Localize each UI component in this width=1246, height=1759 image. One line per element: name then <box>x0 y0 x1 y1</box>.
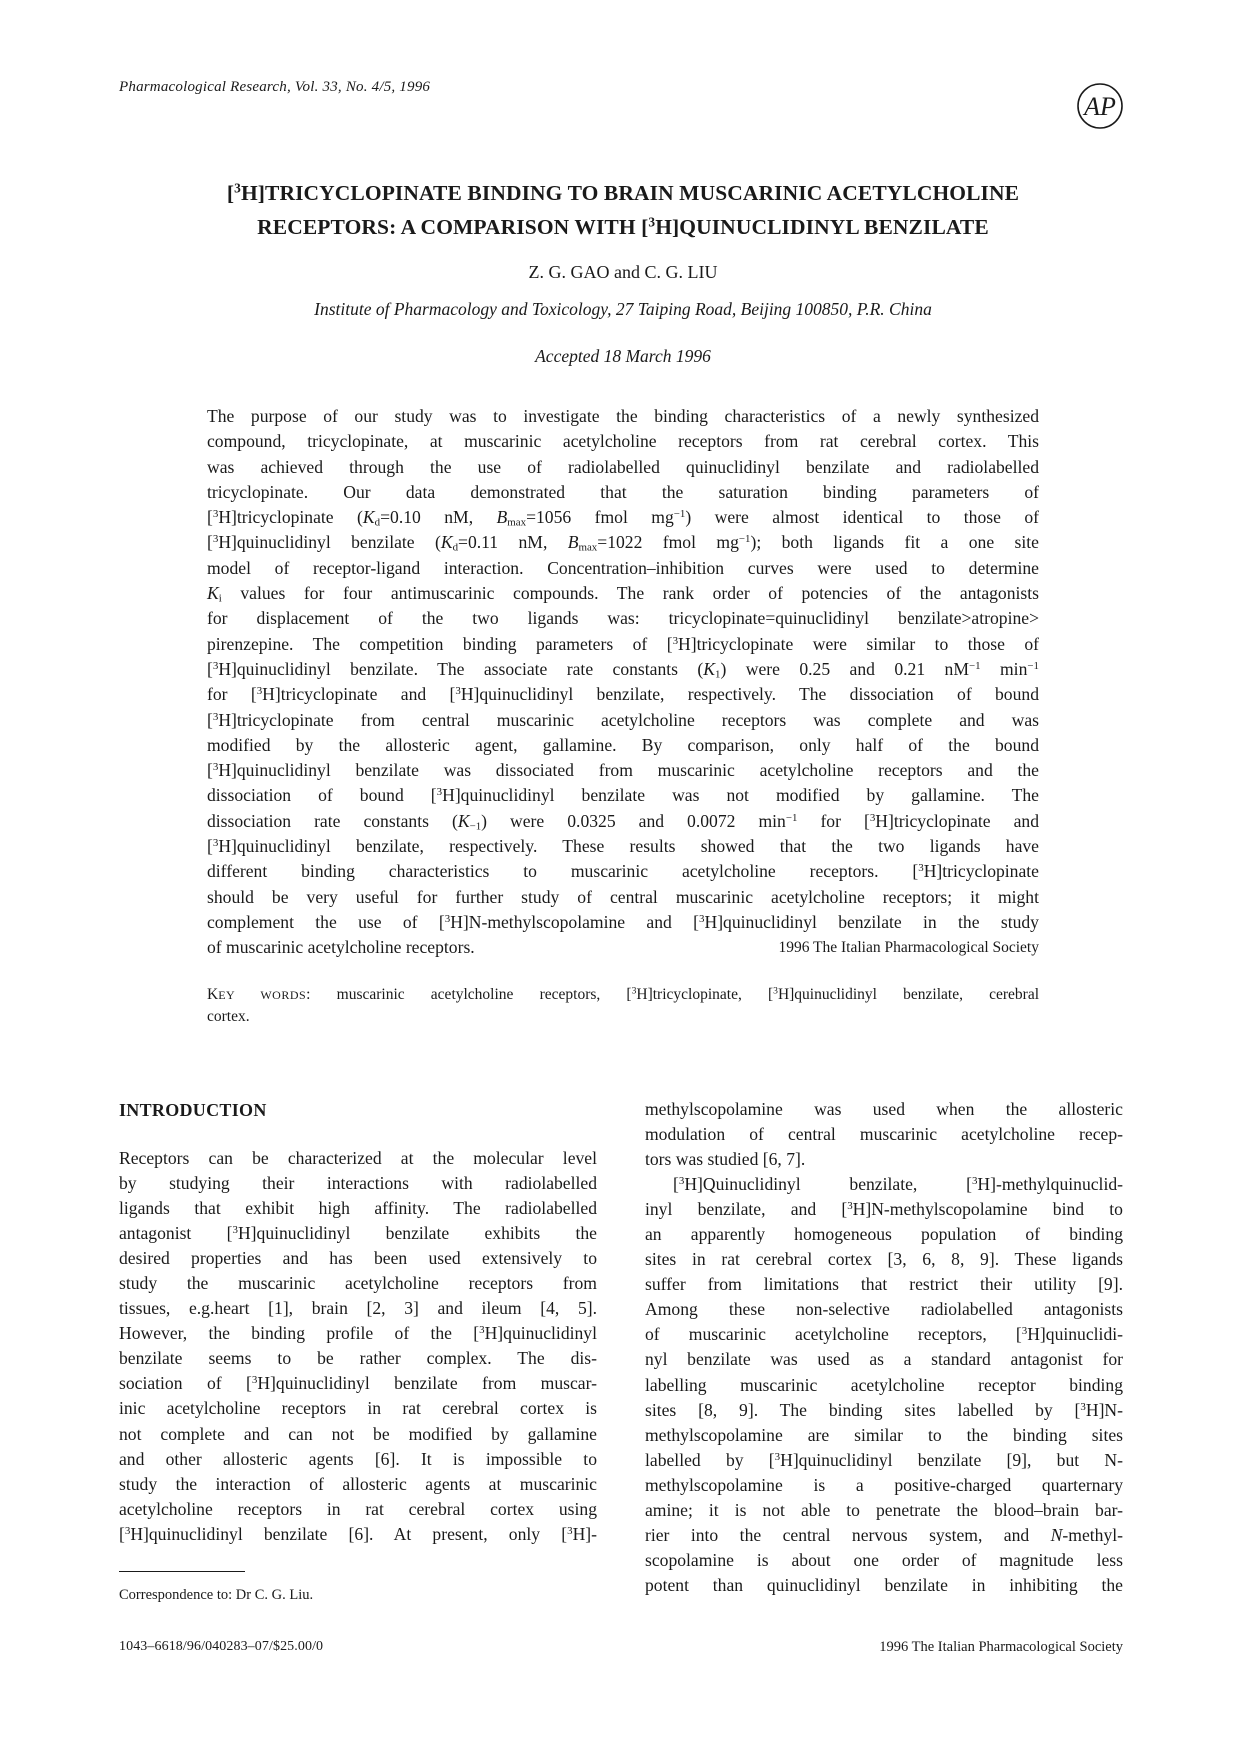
abstract-line: should be very useful for further study of central muscarinic acetylcholine receptors; it might <box>207 886 1039 907</box>
body-line: modulation of central muscarinic acetylcholine recep- <box>645 1124 1123 1145</box>
section-heading-introduction: INTRODUCTION <box>119 1100 267 1120</box>
authors: Z. G. GAO and C. G. LIU <box>528 262 718 282</box>
body-line: amine; it is not able to penetrate the blood–brain bar- <box>645 1499 1123 1520</box>
keywords-label: KEY WORDS <box>207 986 307 1003</box>
body-line: [$^3$H]Quinuclidinyl benzilate, [$^3$H]-methylquinuclid- <box>673 1174 1123 1195</box>
body-line: rier into the central nervous system, and N-methyl- <box>645 1524 1123 1545</box>
abstract-line: complement the use of [$^3$H]N-methylscopolamine and [$^3$H]quinuclidinyl benzilate in the study <box>207 911 1039 932</box>
accepted-date: Accepted 18 March 1996 <box>535 346 711 366</box>
affiliation: Institute of Pharmacology and Toxicology, 27 Taiping Road, Beijing 100850, P.R. China <box>314 299 932 319</box>
abstract-final-text: of muscarinic acetylcholine receptors. <box>207 937 475 958</box>
body-line: methylscopolamine are similar to the binding sites <box>645 1424 1123 1445</box>
body-line: study the interaction of allosteric agents at muscarinic <box>119 1473 597 1494</box>
title-line-2: RECEPTORS: A COMPARISON WITH [$^3$H]QUINUCLIDINYL BENZILATE <box>257 214 989 239</box>
body-line: potent than quinuclidinyl benzilate in inhibiting the <box>645 1574 1123 1595</box>
body-line: by studying their interactions with radiolabelled <box>119 1173 597 1194</box>
title-line-1: [$^3$H]TRICYCLOPINATE BINDING TO BRAIN MUSCARINIC ACETYLCHOLINE <box>226 180 1020 205</box>
intro-left-column <box>119 1146 597 1547</box>
abstract-line: for displacement of the two ligands was: tricyclopinate=quinuclidinyl benzilate>atropine> <box>207 608 1039 629</box>
footer-copyright: 1996 The Italian Pharmacological Society <box>879 1639 1123 1655</box>
abstract-line: [$^3$H]quinuclidinyl benzilate. The associate rate constants $(K_1)$ were 0.25 and 0.21 $nM^{-1}$ $\min^{-1}$ <box>207 658 1039 681</box>
body-line: sites [8, 9]. The binding sites labelled by [$^3$H]N- <box>645 1399 1123 1420</box>
keywords-line: cortex. <box>207 1008 250 1025</box>
body-line: inic acetylcholine receptors in rat cerebral cortex is <box>119 1398 597 1419</box>
journal-citation: Pharmacological Research, Vol. 33, No. 4/5, 1996 <box>119 79 431 95</box>
body-line: However, the binding profile of the [$^3$H]quinuclidinyl <box>119 1323 597 1344</box>
footer-article-code: 1043–6618/96/040283–07/$25.00/0 <box>119 1639 324 1654</box>
body-line: labelling muscarinic acetylcholine receptor binding <box>645 1374 1123 1395</box>
abstract-line: [$^3$H]tricyclopinate ($K_d=0.10$ nM, $B_{max}=1056$ fmol $mg^{-1}$) were almost identical to those of <box>207 507 1039 529</box>
body-line: sociation of [$^3$H]quinuclidinyl benzilate from muscar- <box>119 1373 597 1394</box>
abstract-line: tricyclopinate. Our data demonstrated that the saturation binding parameters of <box>207 481 1039 502</box>
body-line: an apparently homogeneous population of binding <box>645 1224 1123 1245</box>
body-line: sites in rat cerebral cortex [3, 6, 8, 9]. These ligands <box>645 1249 1123 1270</box>
body-line: nyl benzilate was used as a standard antagonist for <box>645 1349 1123 1370</box>
publisher-logo <box>1076 82 1124 130</box>
abstract-line: different binding characteristics to muscarinic acetylcholine receptors. [$^3$H]tricyclopinate <box>207 861 1039 882</box>
abstract-line: dissociation rate constants $(K_{-1})$ were 0.0325 and 0.0072 $\min^{-1}$ for [$^3$H]tricyclopinate and <box>207 810 1040 833</box>
body-line: acetylcholine receptors in rat cerebral cortex using <box>119 1498 597 1519</box>
abstract-line: for [$^3$H]tricyclopinate and [$^3$H]quinuclidinyl benzilate, respectively. The dissociation of bound <box>207 684 1039 705</box>
body-line: inyl benzilate, and [$^3$H]N-methylscopolamine bind to <box>645 1199 1123 1220</box>
body-line: and other allosteric agents [6]. It is impossible to <box>119 1448 597 1469</box>
publisher-logo-text: AP <box>1084 92 1116 121</box>
body-line: methylscopolamine was used when the allosteric <box>645 1099 1123 1119</box>
correspondence-footnote: Correspondence to: Dr C. G. Liu. <box>119 1587 314 1603</box>
footnote-rule <box>119 1571 245 1572</box>
abstract-line: [$^3$H]quinuclidinyl benzilate was dissociated from muscarinic acetylcholine receptors and the <box>207 760 1039 781</box>
body-line: Receptors can be characterized at the molecular level <box>119 1148 597 1168</box>
body-line: labelled by [$^3$H]quinuclidinyl benzilate [9], but N- <box>645 1449 1123 1470</box>
abstract-line: was achieved through the use of radiolabelled quinuclidinyl benzilate and radiolabelled <box>207 456 1039 477</box>
body-line: tors was studied [6, 7]. <box>645 1149 806 1170</box>
abstract-line: modified by the allosteric agent, gallamine. By comparison, only half of the bound <box>207 734 1039 755</box>
abstract-line: [$^3$H]quinuclidinyl benzilate ($K_d=0.11$ nM, $B_{max}=1022$ fmol $mg^{-1}$); both ligands fit a one site <box>207 532 1039 555</box>
keywords <box>207 984 1039 1028</box>
abstract-line: [$^3$H]quinuclidinyl benzilate, respectively. These results showed that the two ligands have <box>207 836 1039 857</box>
intro-right-column <box>645 1097 1123 1598</box>
abstract-line: $K_i$ values for four antimuscarinic compounds. The rank order of potencies of the antagonists <box>207 583 1039 605</box>
body-line: methylscopolamine is a positive-charged quarternary <box>645 1474 1123 1495</box>
body-line: ligands that exhibit high affinity. The radiolabelled <box>119 1198 597 1219</box>
abstract <box>207 404 1039 961</box>
body-line: suffer from limitations that restrict their utility [9]. <box>645 1274 1123 1295</box>
body-line: of muscarinic acetylcholine receptors, [$^3$H]quinuclidi- <box>645 1324 1123 1345</box>
abstract-line <box>207 935 1039 960</box>
body-line: desired properties and has been used extensively to <box>119 1248 597 1269</box>
abstract-line: compound, tricyclopinate, at muscarinic acetylcholine receptors from rat cerebral cortex. This <box>207 431 1039 452</box>
body-line: [$^3$H]quinuclidinyl benzilate [6]. At present, only [$^3$H]- <box>119 1523 597 1544</box>
abstract-line: model of receptor-ligand interaction. Concentration–inhibition curves were used to determine <box>207 557 1039 578</box>
abstract-copyright: 1996 The Italian Pharmacological Society <box>778 939 1039 957</box>
body-line: benzilate seems to be rather complex. The dis- <box>119 1348 597 1369</box>
body-line: Among these non-selective radiolabelled antagonists <box>645 1299 1123 1320</box>
abstract-line: dissociation of bound [$^3$H]quinuclidinyl benzilate was not modified by gallamine. The <box>207 785 1039 806</box>
abstract-line: The purpose of our study was to investigate the binding characteristics of a newly synthesized <box>207 406 1039 426</box>
article-title <box>60 176 1186 244</box>
body-line: antagonist [$^3$H]quinuclidinyl benzilate exhibits the <box>119 1223 597 1244</box>
body-line: scopolamine is about one order of magnitude less <box>645 1549 1123 1570</box>
body-line: tissues, e.g.heart [1], brain [2, 3] and ileum [4, 5]. <box>119 1298 597 1319</box>
body-line: study the muscarinic acetylcholine receptors from <box>119 1273 597 1294</box>
abstract-line: [$^3$H]tricyclopinate from central muscarinic acetylcholine receptors was complete and was <box>207 709 1039 730</box>
keywords-line: KEY WORDS: muscarinic acetylcholine receptors, [$^3$H]tricyclopinate, [$^3$H]quinuclidinyl benzilate, cerebral <box>207 985 1040 1003</box>
body-line: not complete and can not be modified by gallamine <box>119 1423 597 1444</box>
abstract-line: pirenzepine. The competition binding parameters of [$^3$H]tricyclopinate were similar to those of <box>207 633 1039 654</box>
